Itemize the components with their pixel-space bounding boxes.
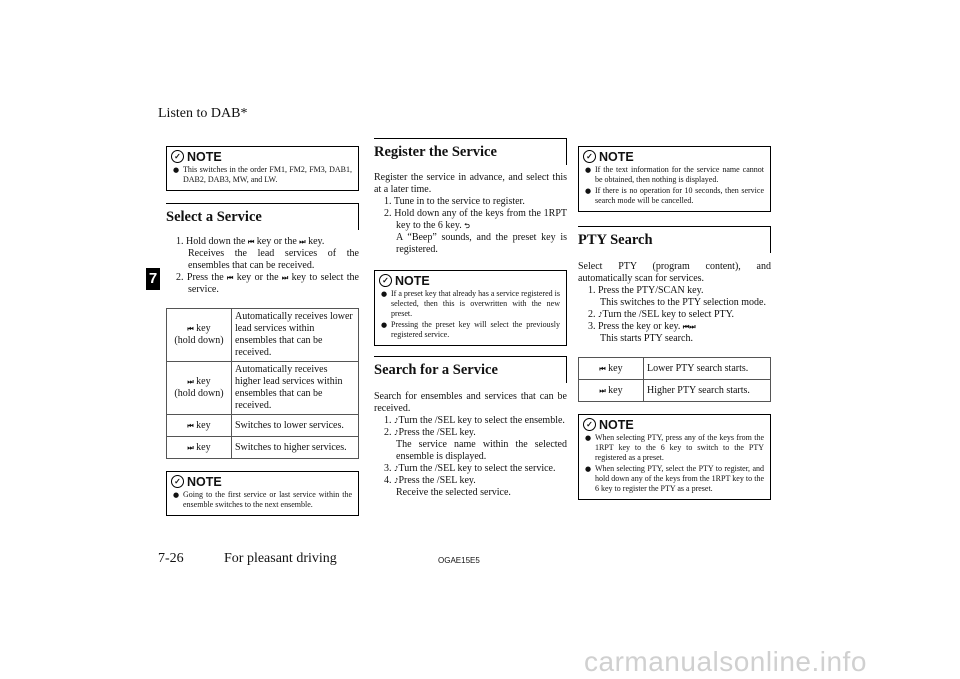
desc-cell: Switches to higher services. — [232, 437, 359, 459]
step-item: 2. Press the ⏮ key or the ⏭ key to select the service. — [176, 272, 359, 295]
previous-track-icon: ⏮ — [247, 238, 255, 246]
preset-arrow-icon: ⮌ — [464, 222, 470, 230]
footer-section: For pleasant driving — [224, 551, 337, 566]
note-item: ● When selecting PTY, press any of the keys from the 1RPT key to the 6 key to switch to the PTY registered as a preset. — [585, 433, 764, 462]
previous-track-icon: ⏮ — [227, 274, 234, 282]
knob-icon: ♪ — [394, 465, 399, 473]
note-icon: ✓ — [583, 418, 596, 431]
step-item: 1. Press the PTY/SCAN key. — [588, 285, 704, 296]
section-title-register-service: Register the Service — [374, 138, 567, 165]
step-item: 4. ♪Press the /SEL key. — [384, 475, 476, 486]
knob-icon: ♪ — [598, 311, 603, 319]
step-item: 2. ♪Press the /SEL key. — [384, 427, 476, 438]
step-item: 1. Hold down the ⏮ key or the ⏭ key. — [176, 236, 325, 247]
section-title-search-service: Search for a Service — [374, 356, 567, 383]
note-box — [578, 146, 771, 212]
desc-cell: Higher PTY search starts. — [644, 380, 771, 402]
bullet-icon: ● — [585, 434, 592, 442]
note-header — [167, 472, 358, 490]
note-header — [579, 147, 770, 165]
note-label: NOTE — [395, 273, 430, 288]
search-steps — [374, 415, 567, 499]
note-label: NOTE — [187, 149, 222, 164]
step-detail: This switches to the PTY selection mode. — [600, 297, 766, 308]
watermark: carmanualsonline.info — [584, 646, 867, 677]
page-header: Listen to DAB* — [158, 106, 248, 121]
key-cell: ⏮ key (hold down) — [167, 309, 232, 362]
note-icon: ✓ — [379, 274, 392, 287]
step-item: 3. ♪Turn the /SEL key to select the service. — [384, 463, 556, 474]
knob-icon: ♪ — [394, 429, 399, 437]
next-track-icon: ⏭ — [187, 378, 194, 386]
note-item: ● If a preset key that already has a service registered is selected, then this is overwritten with the new preset. — [381, 289, 560, 318]
previous-track-icon: ⏮ — [599, 364, 606, 373]
note-box — [578, 414, 771, 500]
note-header — [375, 271, 566, 289]
key-cell: ⏭ key — [167, 437, 232, 459]
select-steps — [166, 236, 359, 296]
search-intro: Search for ensembles and services that can be received. — [374, 391, 567, 414]
previous-track-icon: ⏮ — [187, 325, 194, 333]
bullet-icon: ● — [585, 465, 592, 473]
step-detail: The service name within the selected ensemble is displayed. — [396, 439, 567, 462]
note-item: ● This switches in the order FM1, FM2, FM3, DAB1, DAB2, DAB3, MW, and LW. — [173, 165, 352, 184]
desc-cell: Lower PTY search starts. — [644, 358, 771, 380]
next-track-icon: ⏭ — [187, 443, 194, 452]
register-steps — [374, 196, 567, 232]
knob-icon: ♪ — [394, 417, 399, 425]
note-box — [166, 146, 359, 191]
note-header — [167, 147, 358, 165]
desc-cell: Automatically receives lower lead services within ensembles that can be received. — [232, 309, 359, 362]
note-label: NOTE — [599, 417, 634, 432]
bullet-icon: ● — [585, 187, 592, 195]
desc-cell: Automatically receives higher lead services within ensembles that can be received. — [232, 362, 359, 415]
note-item: ● If there is no operation for 10 seconds, then service search mode will be cancelled. — [585, 186, 764, 205]
pty-key-table — [578, 357, 771, 402]
previous-track-icon: ⏮ — [682, 323, 690, 331]
step-item: 2. ♪Turn the /SEL key to select PTY. — [588, 309, 735, 320]
next-track-icon: ⏭ — [599, 386, 606, 395]
bullet-icon: ● — [173, 491, 180, 499]
step-item: 1. Tune in to the service to register. — [384, 196, 525, 207]
note-item: ● Pressing the preset key will select the previously registered service. — [381, 320, 560, 339]
table-row — [579, 358, 771, 380]
desc-cell: Switches to lower services. — [232, 415, 359, 437]
bullet-icon: ● — [381, 321, 388, 329]
next-track-icon: ⏭ — [689, 323, 696, 331]
key-cell: ⏮ key — [167, 415, 232, 437]
key-cell: ⏭ key (hold down) — [167, 362, 232, 415]
note-label: NOTE — [187, 474, 222, 489]
pty-steps — [578, 285, 771, 345]
step-item: 1. ♪Turn the /SEL key to select the ensemble. — [384, 415, 565, 426]
note-icon: ✓ — [171, 150, 184, 163]
table-row — [167, 362, 359, 415]
knob-icon: ♪ — [394, 477, 399, 485]
step-detail: Receives the lead services of the ensembles that can be received. — [188, 248, 359, 271]
middle-column — [374, 138, 567, 499]
table-row — [167, 309, 359, 362]
note-box — [166, 471, 359, 516]
register-intro: Register the service in advance, and select this at a later time. — [374, 172, 567, 195]
page-number: 7-26 — [158, 551, 184, 566]
note-icon: ✓ — [583, 150, 596, 163]
chapter-tab: 7 — [146, 268, 160, 290]
key-cell: ⏭ key — [579, 380, 644, 402]
left-column — [166, 146, 359, 516]
table-row — [167, 437, 359, 459]
step-item: 2. Hold down any of the keys from the 1RPT key to the 6 key. ⮌ — [384, 208, 567, 231]
step-detail: This starts PTY search. — [600, 333, 693, 344]
table-row — [167, 415, 359, 437]
step-detail: Receive the selected service. — [396, 487, 511, 498]
key-function-table — [166, 308, 359, 459]
note-box — [374, 270, 567, 346]
step-item: 3. Press the key or key. ⏮⏭ — [588, 321, 696, 332]
note-item: ● If the text information for the service name cannot be obtained, then nothing is displayed. — [585, 165, 764, 184]
bullet-icon: ● — [381, 290, 388, 298]
step-detail: A “Beep” sounds, and the preset key is registered. — [396, 232, 567, 255]
note-item: ● When selecting PTY, select the PTY to register, and hold down any of the keys from the 1RPT key to the 6 key to register the PTY as a preset. — [585, 464, 764, 493]
bullet-icon: ● — [585, 166, 592, 174]
note-label: NOTE — [599, 149, 634, 164]
section-title-pty-search: PTY Search — [578, 226, 771, 253]
table-row — [579, 380, 771, 402]
note-item: ● Going to the first service or last service within the ensemble switches to the next ensemble. — [173, 490, 352, 509]
right-column — [578, 146, 771, 500]
pty-intro: Select PTY (program content), and automatically scan for services. — [578, 261, 771, 284]
next-track-icon: ⏭ — [299, 238, 306, 246]
document-code: OGAE15E5 — [438, 556, 480, 565]
previous-track-icon: ⏮ — [187, 421, 194, 430]
key-cell: ⏮ key — [579, 358, 644, 380]
note-icon: ✓ — [171, 475, 184, 488]
next-track-icon: ⏭ — [281, 274, 289, 282]
section-title-select-service: Select a Service — [166, 203, 359, 230]
bullet-icon: ● — [173, 166, 180, 174]
note-header — [579, 415, 770, 433]
